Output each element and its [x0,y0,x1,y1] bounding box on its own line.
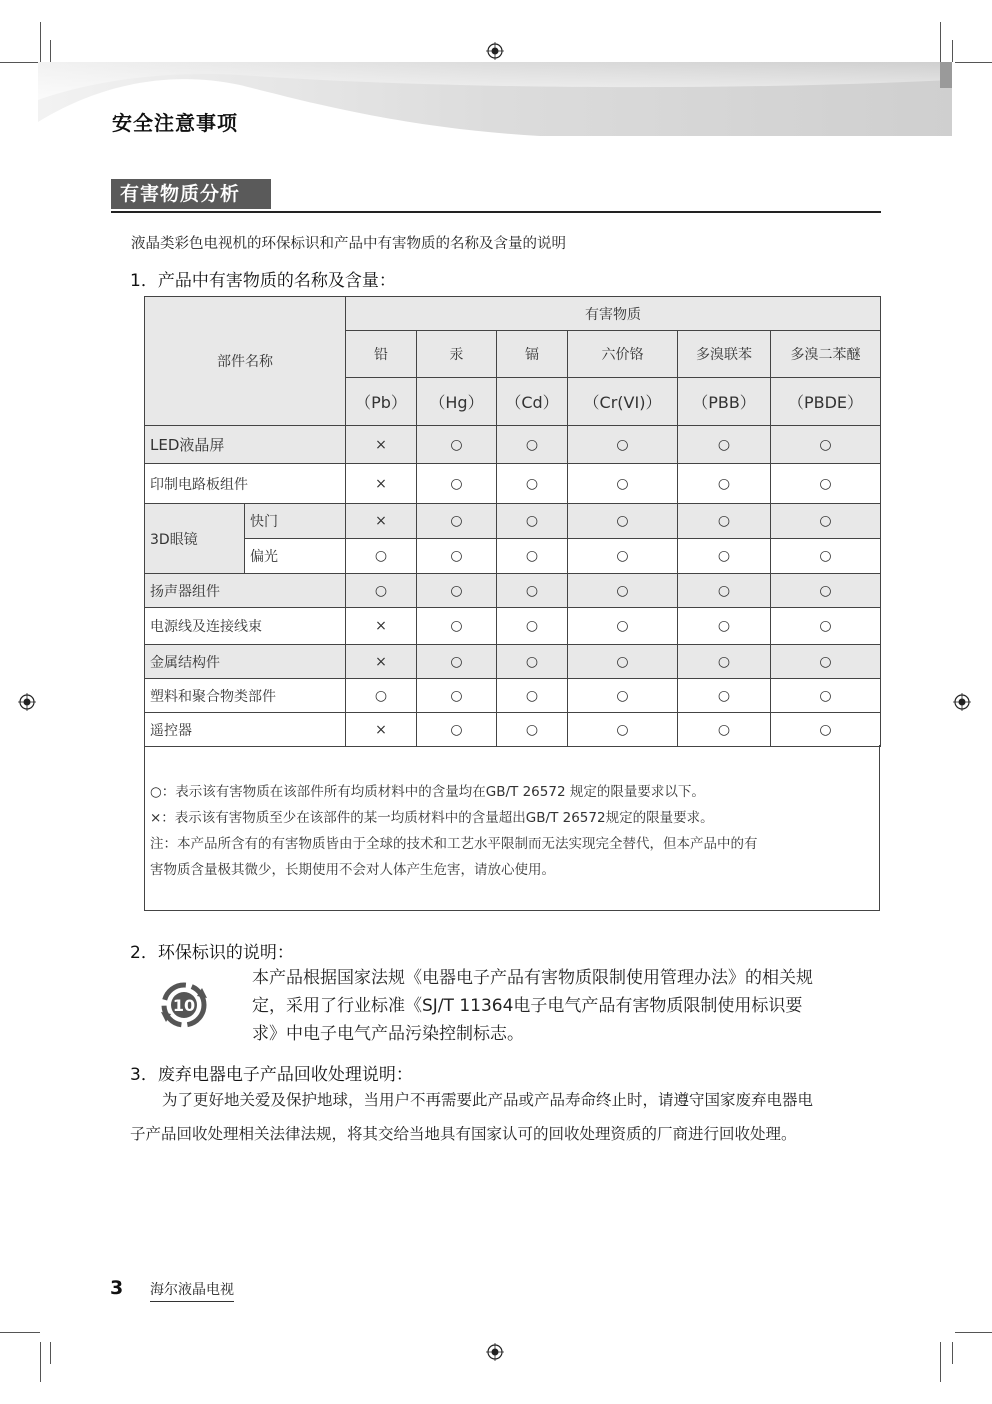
table-cell: ○ [497,539,568,574]
substance-symbol: （Hg） [417,378,497,426]
part-name: 3D眼镜 [145,504,245,574]
note-line: ○：表示该有害物质在该部件所有均质材料中的含量均在GB/T 26572 规定的限量要求以下。 [150,784,705,800]
part-name: 遥控器 [145,713,346,747]
part3-text-line: 子产品回收处理相关法律法规，将其交给当地具有国家认可的回收处理资质的厂商进行回收处理。 [130,1125,797,1143]
table-cell: ○ [568,645,678,679]
crop-mark [940,1342,941,1382]
substance-name: 镉 [497,331,568,378]
table-cell: × [346,645,417,679]
page-title: 安全注意事项 [112,111,238,135]
table-cell: ○ [678,504,771,539]
table-cell: ○ [568,574,678,608]
crop-mark [40,1342,41,1382]
table-cell: ○ [678,608,771,645]
registration-mark-icon [953,693,971,711]
page-number: 3 [110,1277,124,1299]
table-cell: ○ [417,679,497,713]
table-row [145,539,881,574]
table-cell: ○ [678,574,771,608]
table-row [145,645,881,679]
substance-symbol: （PBDE） [771,378,881,426]
table-cell: ○ [497,713,568,747]
table-cell: ○ [417,464,497,504]
substance-symbol: （Cr(VI)） [568,378,678,426]
part-subname: 快门 [245,504,346,539]
table-cell: ○ [417,539,497,574]
hazardous-substance-table [144,296,881,747]
part3-text-line: 为了更好地关爱及保护地球，当用户不再需要此产品或产品寿命终止时，请遵守国家废弃电器电 [162,1091,814,1109]
table-cell: ○ [417,426,497,464]
part2-text-line: 定，采用了行业标准《SJ/T 11364电子电气产品有害物质限制使用标识要 [252,996,803,1016]
part3-heading: 3．废弃电器电子产品回收处理说明： [130,1065,413,1085]
part-name: 金属结构件 [145,645,346,679]
substance-name: 多溴二苯醚 [771,331,881,378]
crop-mark [952,1342,953,1364]
part-name: 塑料和聚合物类部件 [145,679,346,713]
table-cell: ○ [497,574,568,608]
part-name: 电源线及连接线束 [145,608,346,645]
table-cell: ○ [771,426,881,464]
table-row [145,504,881,539]
note-line: 害物质含量极其微少，长期使用不会对人体产生危害，请放心使用。 [150,862,555,878]
table-cell: ○ [346,539,417,574]
registration-mark-icon [18,693,36,711]
environmental-protection-period-icon [157,978,211,1032]
substance-symbol: （PBB） [678,378,771,426]
substance-name: 铅 [346,331,417,378]
table-cell: ○ [568,713,678,747]
table-cell: ○ [497,608,568,645]
table-cell: ○ [497,679,568,713]
part-name: 印制电路板组件 [145,464,346,504]
table-cell: ○ [771,504,881,539]
table-cell: ○ [346,574,417,608]
table-row [145,713,881,747]
table-cell: ○ [417,504,497,539]
table-cell: ○ [771,645,881,679]
table-cell: ○ [417,713,497,747]
table-cell: × [346,608,417,645]
table-row [145,608,881,645]
footer-brand: 海尔液晶电视 [150,1279,234,1302]
table-cell: × [346,713,417,747]
part1-heading: 1．产品中有害物质的名称及含量： [130,271,396,291]
table-cell: ○ [568,504,678,539]
table-cell: ○ [417,608,497,645]
part2-text-line: 本产品根据国家法规《电器电子产品有害物质限制使用管理办法》的相关规 [252,968,813,988]
table-cell: ○ [346,679,417,713]
section-divider [111,211,881,213]
table-cell: ○ [771,713,881,747]
table-notes-box [144,745,880,911]
crop-mark [50,1342,51,1364]
substance-header: 有害物质 [346,297,881,331]
section-title: 有害物质分析 [111,179,271,209]
table-cell: × [346,464,417,504]
table-cell: ○ [568,608,678,645]
intro-text: 液晶类彩色电视机的环保标识和产品中有害物质的名称及含量的说明 [131,236,566,252]
table-cell: ○ [678,645,771,679]
table-cell: × [346,504,417,539]
table-cell: × [346,426,417,464]
part-name-header: 部件名称 [145,297,346,426]
table-cell: ○ [771,574,881,608]
note-line: ×：表示该有害物质至少在该部件的某一均质材料中的含量超出GB/T 26572规定的限量要求。 [150,810,714,826]
part-subname: 偏光 [245,539,346,574]
table-cell: ○ [568,464,678,504]
crop-mark [955,1332,992,1333]
table-cell: ○ [771,679,881,713]
part2-heading: 2．环保标识的说明： [130,943,294,963]
substance-name: 多溴联苯 [678,331,771,378]
table-cell: ○ [497,464,568,504]
substance-name: 六价铬 [568,331,678,378]
table-cell: ○ [771,464,881,504]
table-cell: ○ [678,464,771,504]
table-row [145,679,881,713]
substance-symbol: （Cd） [497,378,568,426]
part2-text-line: 求》中电子电气产品污染控制标志。 [252,1024,524,1044]
registration-mark-icon [486,1343,504,1361]
table-cell: ○ [497,645,568,679]
table-cell: ○ [568,679,678,713]
table-cell: ○ [417,645,497,679]
table-cell: ○ [568,426,678,464]
table-cell: ○ [497,426,568,464]
substance-symbol: （Pb） [346,378,417,426]
table-row [145,426,881,464]
table-cell: ○ [568,539,678,574]
table-cell: ○ [771,539,881,574]
table-cell: ○ [771,608,881,645]
substance-name: 汞 [417,331,497,378]
table-cell: ○ [678,679,771,713]
table-row [145,464,881,504]
table-row [145,574,881,608]
table-cell: ○ [417,574,497,608]
note-line: 注：本产品所含有的有害物质皆由于全球的技术和工艺水平限制而无法实现完全替代，但本产品中的有 [150,836,758,852]
table-cell: ○ [678,426,771,464]
table-cell: ○ [497,504,568,539]
logo-number: 10 [172,996,196,1015]
table-cell: ○ [678,713,771,747]
part-name: LED液晶屏 [145,426,346,464]
part-name: 扬声器组件 [145,574,346,608]
table-cell: ○ [678,539,771,574]
crop-mark [0,1332,40,1333]
